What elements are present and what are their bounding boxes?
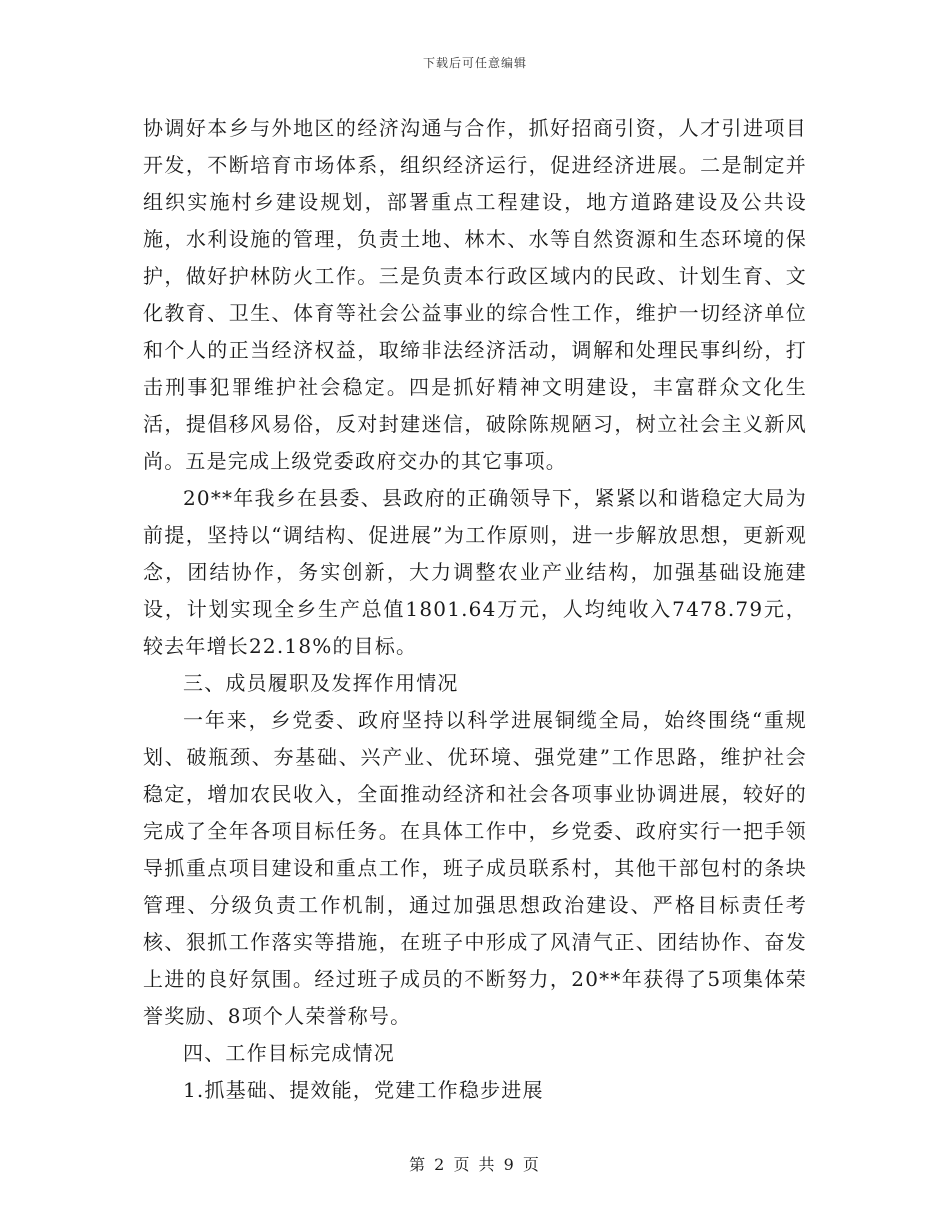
subsection-heading: 1.抓基础、提效能，党建工作稳步进展 (183, 1078, 544, 1102)
body-paragraph: 协调好本乡与外地区的经济沟通与合作，抓好招商引资，人才引进项目开发，不断培育市场体系，组织经济运行，促进经济进展。二是制定并组织实施村乡建设规划，部署重点工程建设，地方道路建设及公共设施，水利设施的管理，负责土地、林木、水等自然资源和生态环境的保护，做好护林防火工作。三是负责本行政区域内的民政、计划生育、文化教育、卫生、体育等社会公益事业的综合性工作，维护一切经济单位和个人的正当经济权益，取缔非法经济活动，调解和处理民事纠纷，打击刑事犯罪维护社会稳定。四是抓好精神文明建设，丰富群众文化生活，提倡移风易俗，反对封建迷信，破除陈规陋习，树立社会主义新风尚。五是完成上级党委政府交办的其它事项。 (143, 116, 807, 473)
section-heading: 四、工作目标完成情况 (183, 1041, 395, 1065)
document-body (143, 110, 807, 1109)
body-paragraph: 一年来，乡党委、政府坚持以科学进展铜缆全局，始终围绕“重规划、破瓶颈、夯基础、兴产业、优环境、强党建”工作思路，维护社会稳定，增加农民收入，全面推动经济和社会各项事业协调进展，较好的完成了全年各项目标任务。在具体工作中，乡党委、政府实行一把手领导抓重点项目建设和重点工作，班子成员联系村，其他干部包村的条块管理、分级负责工作机制，通过加强思想政治建设、严格目标责任考核、狠抓工作落实等措施，在班子中形成了风清气正、团结协作、奋发上进的良好氛围。经过班子成员的不断努力，20**年获得了5项集体荣誉奖励、8项个人荣誉称号。 (143, 708, 807, 1028)
page-header: 下载后可任意编辑 (422, 56, 527, 70)
section-heading: 三、成员履职及发挥作用情况 (183, 671, 459, 695)
body-paragraph: 20**年我乡在县委、县政府的正确领导下，紧紧以和谐稳定大局为前提，坚持以“调结构、促进展”为工作原则，进一步解放思想，更新观念，团结协作，务实创新，大力调整农业产业结构，加强基础设施建设，计划实现全乡生产总值1801.64万元，人均纯收入7478.79元，较去年增长22.18%的目标。 (143, 486, 807, 658)
page-number: 第 2 页 共 9 页 (409, 1155, 541, 1174)
